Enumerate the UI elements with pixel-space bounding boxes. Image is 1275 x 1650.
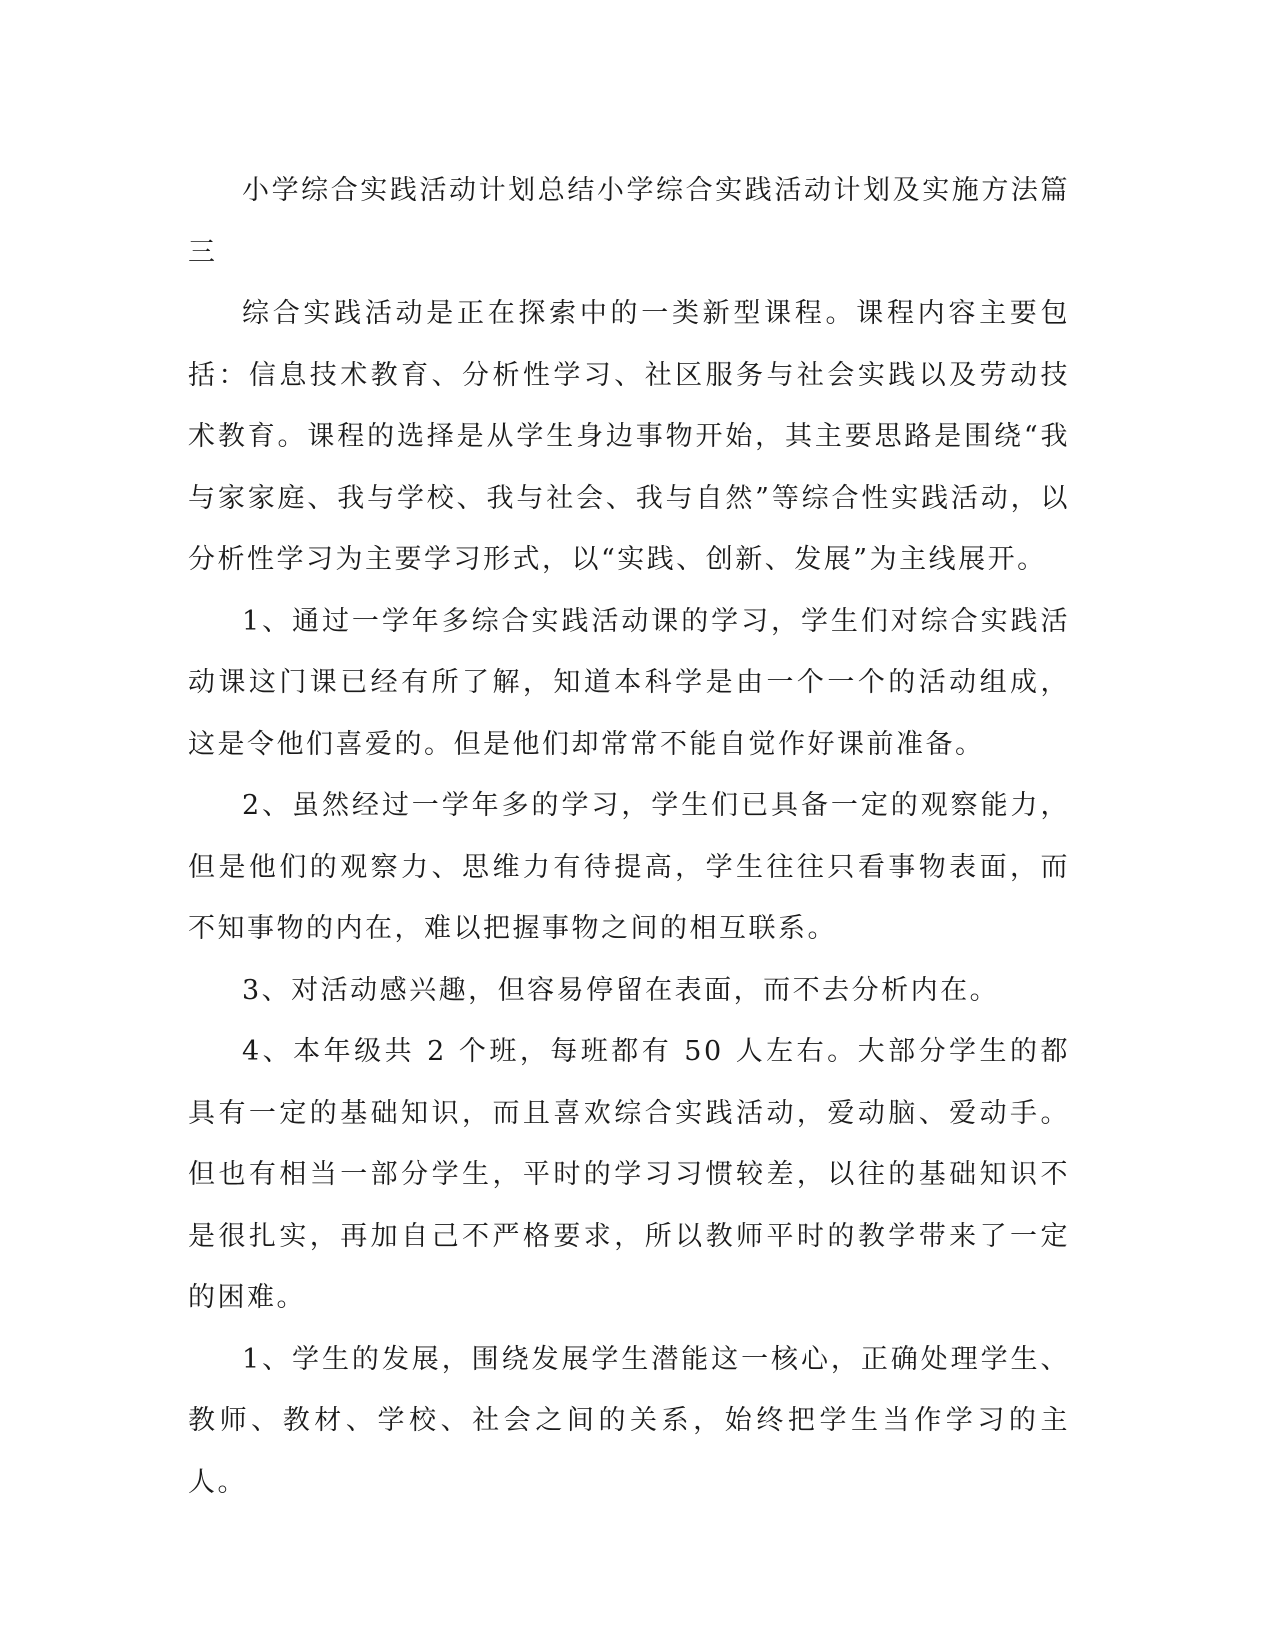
document-title: 小学综合实践活动计划总结小学综合实践活动计划及实施方法篇三 [188, 175, 1070, 268]
paragraph-intro: 综合实践活动是正在探索中的一类新型课程。课程内容主要包括：信息技术教育、分析性学习、社区服务与社会实践以及劳动技术教育。课程的选择是从学生身边事物开始，其主要思路是围绕“我与家家庭、我与学校、我与社会、我与自然”等综合性实践活动，以分析性学习为主要学习形式，以“实践、创新、发展”为主线展开。 [188, 298, 1070, 575]
document-body [188, 160, 1070, 1513]
paragraph-point-3: 3、对活动感兴趣，但容易停留在表面，而不去分析内在。 [242, 974, 1000, 1006]
paragraph-goal-1: 1、学生的发展，围绕发展学生潜能这一核心，正确处理学生、教师、教材、学校、社会之间的关系，始终把学生当作学习的主人。 [188, 1343, 1070, 1498]
paragraph-point-1: 1、通过一学年多综合实践活动课的学习，学生们对综合实践活动课这门课已经有所了解，知道本科学是由一个一个的活动组成，这是令他们喜爱的。但是他们却常常不能自觉作好课前准备。 [188, 605, 1070, 760]
paragraph-point-4: 4、本年级共 2 个班，每班都有 50 人左右。大部分学生的都具有一定的基础知识，而且喜欢综合实践活动，爱动脑、爱动手。但也有相当一部分学生，平时的学习习惯较差，以往的基础知识不是很扎实，再加自己不严格要求，所以教师平时的教学带来了一定的困难。 [188, 1036, 1070, 1313]
paragraph-point-2: 2、虽然经过一学年多的学习，学生们已具备一定的观察能力，但是他们的观察力、思维力有待提高，学生往往只看事物表面，而不知事物的内在，难以把握事物之间的相互联系。 [188, 790, 1070, 944]
